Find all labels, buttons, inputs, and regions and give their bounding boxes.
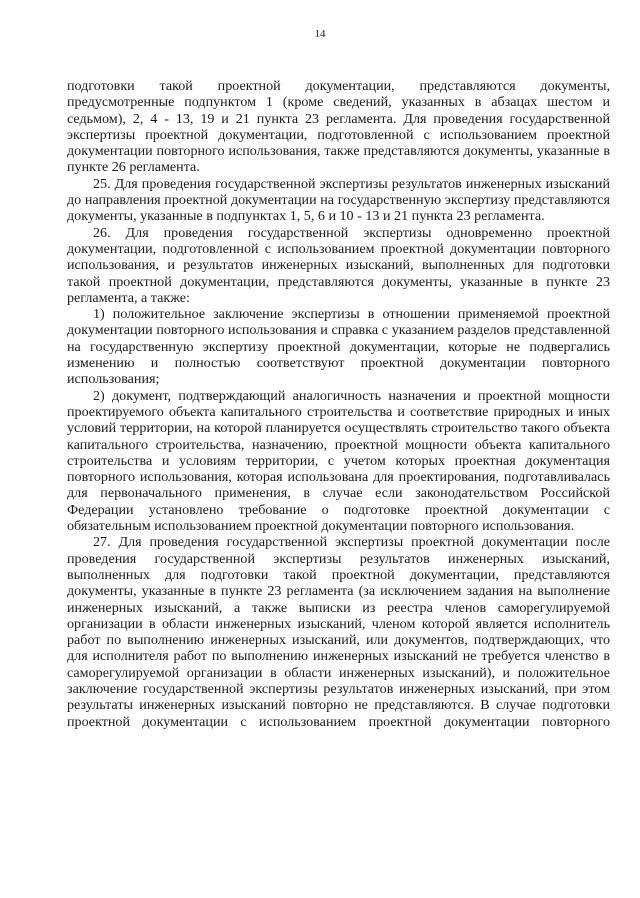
page-number: 14 xyxy=(314,28,326,40)
paragraph-continuation: подготовки такой проектной документации, представляются документы, предусмотренные подпунктом 1 (кроме сведений, указанных в абзацах шестом и седьмом), 2, 4 - 13, 19 и 21 пункта 23 регламента. Для проведения государственной экспертизы проектной документации, подготовленной с использованием проектной документации повторного использования, также представляются документы, указанные в пункте 26 регламента. xyxy=(67,78,610,176)
paragraph-25: 25. Для проведения государственной экспертизы результатов инженерных изысканий до направления проектной документации на государственную экспертизу представляются документы, указанные в подпунктах 1, 5, 6 и 10 - 13 и 21 пункта 23 регламента. xyxy=(67,175,610,225)
paragraph-27: 27. Для проведения государственной экспертизы проектной документации после проведения государственной экспертизы результатов инженерных изысканий, выполненных для подготовки такой проектной документации, представляются документы, указанные в пункте 23 регламента (за исключением задания на выполнение инженерных изысканий, а также выписки из реестра членов саморегулируемой организации в области инженерных изысканий, членом которой является исполнитель работ по выполнению инженерных изысканий, или документов, подтверждающих, что для исполнителя работ по выполнению инженерных изысканий не требуется членство в саморегулируемой организации в области инженерных изысканий), и положительное заключение государственной экспертизы результатов инженерных изысканий, при этом результаты инженерных изысканий повторно не представляются. В случае подготовки проектной документации с использованием проектной документации повторного xyxy=(67,534,610,730)
paragraph-26-item-1: 1) положительное заключение экспертизы в отношении применяемой проектной документации повторного использования и справка с указанием разделов представленной на государственную экспертизу проектной документации, которые не подвергались изменению и полностью соответствуют проектной документации повторного использования; xyxy=(67,306,610,388)
document-body xyxy=(67,78,610,730)
paragraph-26: 26. Для проведения государственной экспертизы одновременно проектной документации, подготовленной с использованием проектной документации повторного использования, и результатов инженерных изысканий, выполненных для подготовки такой проектной документации, представляются документы, указанные в пункте 23 регламента, а также: xyxy=(67,224,610,306)
paragraph-26-item-2: 2) документ, подтверждающий аналогичность назначения и проектной мощности проектируемого объекта капитального строительства и соответствие природных и иных условий территории, на которой планируется осуществлять строительство такого объекта капитального строительства, назначению, проектной мощности объекта капитального строительства и условиям территории, с учетом которых проектная документация повторного использования, которая использована для проектирования, подготавливалась для первоначального применения, в случае если законодательством Российской Федерации установлено требование о подготовке проектной документации с обязательным использованием проектной документации повторного использования. xyxy=(67,387,610,535)
